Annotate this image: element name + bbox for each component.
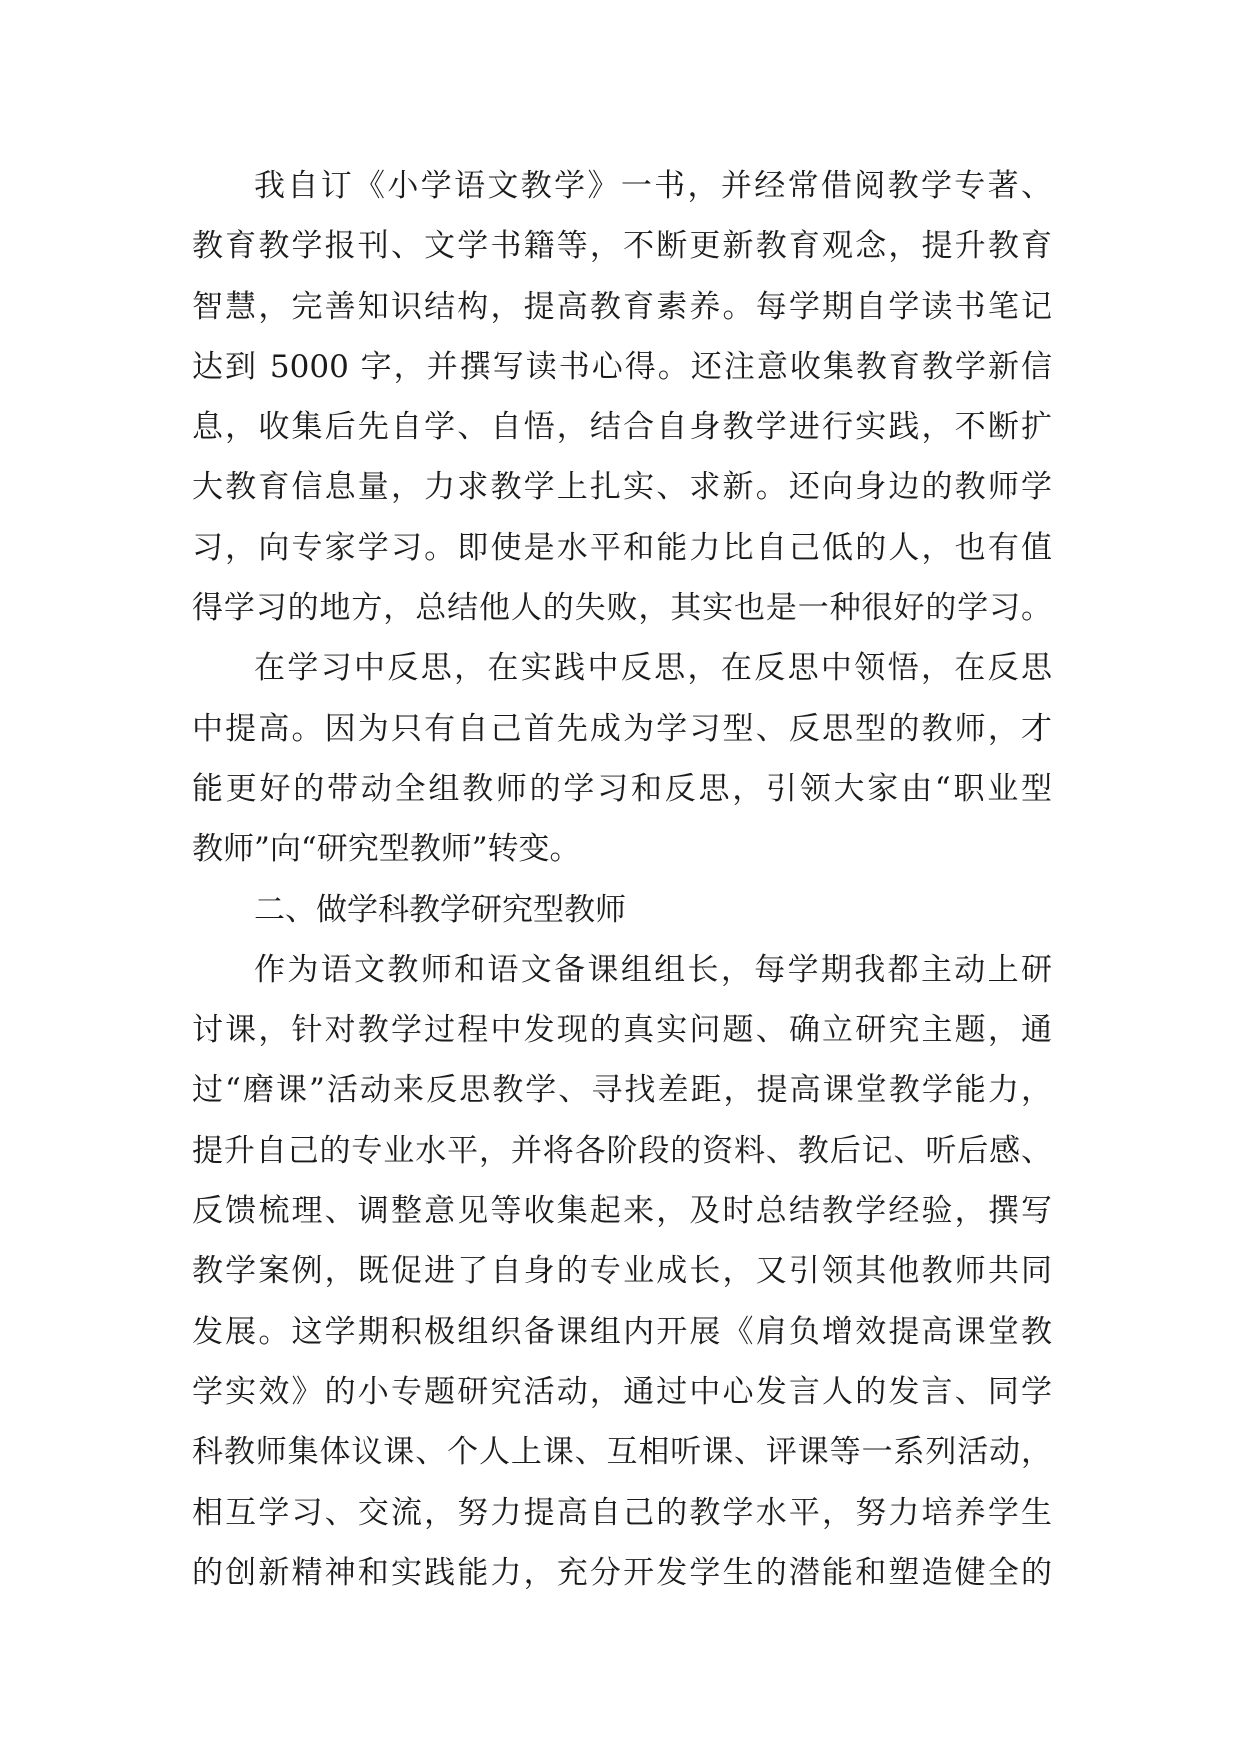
paragraph-line: 发展。这学期积极组织备课组内开展《肩负增效提高课堂教 [192,1313,1052,1350]
paragraph-line: 教育教学报刊、文学书籍等，不断更新教育观念，提升教育 [192,228,1052,265]
paragraph-line: 在学习中反思，在实践中反思，在反思中领悟，在反思 [254,650,1052,687]
paragraph-line: 能更好的带动全组教师的学习和反思，引领大家由“职业型 [192,770,1052,807]
paragraph-line: 过“磨课”活动来反思教学、寻找差距，提高课堂教学能力， [192,1072,1052,1109]
paragraph-line: 学实效》的小专题研究活动，通过中心发言人的发言、同学 [192,1373,1052,1410]
paragraph-line: 习，向专家学习。即使是水平和能力比自己低的人，也有值 [192,529,1052,566]
paragraph-line: 教学案例，既促进了自身的专业成长，又引领其他教师共同 [192,1253,1052,1290]
paragraph-line: 提升自己的专业水平，并将各阶段的资料、教后记、听后感、 [192,1132,1052,1169]
paragraph-line: 讨课，针对教学过程中发现的真实问题、确立研究主题，通 [192,1012,1052,1049]
paragraph-line: 反馈梳理、调整意见等收集起来，及时总结教学经验，撰写 [192,1193,1052,1230]
paragraph-line: 我自订《小学语文教学》一书，并经常借阅教学专著、 [254,168,1052,204]
paragraph-line: 息，收集后先自学、自悟，结合自身教学进行实践，不断扩 [192,409,1052,446]
paragraph-line: 达到 5000 字，并撰写读书心得。还注意收集教育教学新信 [192,348,1052,385]
paragraph-line: 中提高。因为只有自己首先成为学习型、反思型的教师，才 [192,710,1052,747]
paragraph-line: 的创新精神和实践能力，充分开发学生的潜能和塑造健全的 [192,1554,1052,1591]
paragraph-line: 相互学习、交流，努力提高自己的教学水平，努力培养学生 [192,1494,1052,1531]
paragraph-line: 教师”向“研究型教师”转变。 [192,831,581,868]
paragraph-line: 得学习的地方，总结他人的失败，其实也是一种很好的学习。 [192,590,1052,627]
section-heading: 二、做学科教学研究型教师 [254,891,626,928]
paragraph-line: 科教师集体议课、个人上课、互相听课、评课等一系列活动， [192,1434,1052,1471]
paragraph-line: 作为语文教师和语文备课组组长，每学期我都主动上研 [254,951,1052,988]
paragraph-line: 智慧，完善知识结构，提高教育素养。每学期自学读书笔记 [192,288,1052,325]
paragraph-line: 大教育信息量，力求教学上扎实、求新。还向身边的教师学 [192,469,1052,506]
document-body [192,156,1052,1603]
